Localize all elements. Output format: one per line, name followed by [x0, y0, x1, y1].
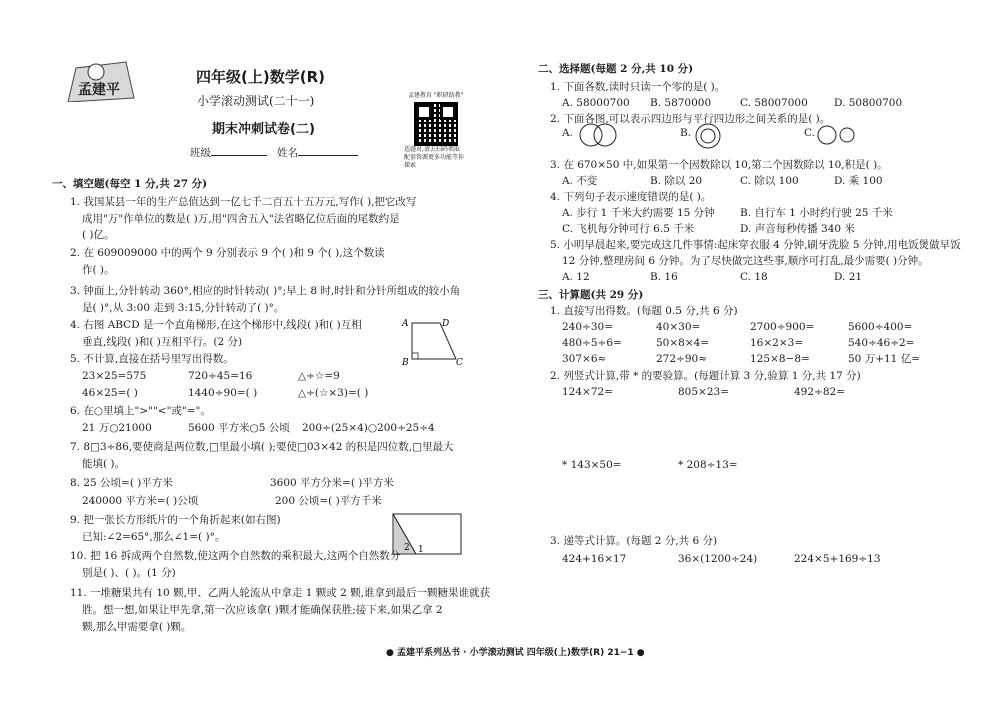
paper-name: 期末冲刺试卷(二)	[212, 122, 315, 137]
k2-item-1: 124×72=	[562, 386, 613, 398]
venn-overlap-figure	[578, 122, 618, 148]
venn-separate-figure	[816, 122, 856, 148]
label-c: C	[456, 358, 463, 367]
q3-line1: 3. 钟面上,分针转动 360°,相应的时针转动( )°;早上 8 时,时针和分针所组成的较小角	[70, 285, 461, 297]
c3-option-a: A. 不变	[562, 175, 598, 187]
c4-option-d: D. 声音每秒传播 340 米	[740, 223, 855, 235]
k3-heading: 3. 递等式计算。(每题 2 分,共 6 分)	[550, 535, 718, 547]
k3-item-1: 424+16×17	[562, 553, 627, 565]
label-d: D	[442, 319, 450, 329]
class-field	[190, 145, 358, 160]
c1-option-b: B. 5870000	[650, 97, 712, 109]
c3-option-d: D. 乘 100	[834, 175, 883, 187]
k1-item-1: 240÷30=	[562, 321, 613, 333]
q6-heading: 6. 在○里填上">""<"或"="。	[70, 405, 211, 417]
k1-item-2: 40×30=	[656, 321, 701, 333]
c5-line2: 12 分钟,整理房间 6 分钟。为了尽快做完这些事,顺序可打乱,最少需要( )分钟。	[562, 255, 929, 267]
k2-item-2: 805×23=	[678, 386, 729, 398]
c1-option-d: D. 50800700	[834, 97, 903, 109]
class-label: 班级	[190, 147, 211, 159]
q11-line1: 11. 一堆糖果共有 10 颗,甲、乙两人轮流从中拿走 1 颗或 2 颗,谁拿到最后一颗糖果谁就获	[70, 587, 490, 599]
q3-line2: 是( )°,从 3:00 走到 3:15,分针转动了( )°。	[82, 302, 285, 314]
q6-item-1: 21 万○21000	[82, 422, 152, 434]
q9-line1: 9. 把一张长方形纸片的一个角折起来(如右图)	[70, 514, 281, 526]
section-calc-heading: 三、计算题(共 29 分)	[538, 289, 644, 301]
c3-option-c: C. 除以 100	[740, 175, 799, 187]
q5-item-4: 46×25=( )	[82, 387, 138, 399]
k1-item-6: 50×8×4=	[656, 337, 710, 349]
k1-item-11: 125×8−8=	[750, 353, 810, 365]
q8-item-1: 8. 25 公顷=( )平方米	[70, 477, 173, 489]
c4-option-a: A. 步行 1 千米大约需要 15 分钟	[562, 207, 715, 219]
q2-line1: 2. 在 609009000 中的两个 9 分别表示 9 个( )和 9 个( ),这个数读	[70, 247, 385, 259]
k1-item-10: 272÷90≈	[656, 353, 707, 365]
k1-item-12: 50 万+11 亿=	[848, 353, 920, 365]
c5-option-b: B. 16	[650, 271, 678, 283]
c3-option-b: B. 除以 20	[650, 175, 703, 187]
k1-item-7: 16×2×3=	[750, 337, 804, 349]
c2-option-b: B.	[680, 127, 692, 139]
k2-item-3: 492÷82=	[794, 386, 845, 398]
class-blank	[211, 145, 267, 156]
label-b: B	[402, 358, 409, 367]
q10-line2: 别是( )、( )。(1 分)	[82, 567, 176, 579]
c4-option-b: B. 自行车 1 小时约行驶 25 千米	[740, 207, 893, 219]
page-footer: ● 孟建平系列丛书 · 小学滚动测试 四年级(上)数学(R) 21−1 ●	[386, 648, 645, 658]
k1-item-4: 5600÷400=	[848, 321, 913, 333]
venn-nested-figure	[694, 122, 722, 150]
qr-caption-bottom: 适题对,请去扫码领取配套资源更多功能等你探索	[404, 146, 465, 169]
c4-option-c: C. 飞机每分钟可行 6.5 千米	[562, 223, 695, 235]
q5-heading: 5. 不计算,直接在括号里写出得数。	[70, 353, 234, 365]
k2-heading: 2. 列竖式计算,带 * 的要验算。(每题计算 3 分,验算 1 分,共 17 分)	[550, 370, 861, 382]
q1-line3: ( )亿。	[82, 229, 115, 241]
q4-line2: 垂直,线段( )和( )互相平行。(2 分)	[82, 336, 243, 348]
q1-line1: 1. 我国某县一年的生产总值达到一亿七千二百五十五万元,写作( ),把它改写	[70, 196, 417, 208]
k2-item-5: * 208÷13=	[678, 459, 738, 471]
c1-option-c: C. 58007000	[740, 97, 808, 109]
publisher-logo	[66, 58, 136, 102]
c1-question: 1. 下面各数,读时只读一个零的是( )。	[550, 81, 726, 93]
q8-item-4: 200 公顷=( )平方千米	[275, 495, 382, 507]
q7-line2: 能填( )。	[82, 458, 126, 470]
angle-2-label: 2	[404, 543, 410, 553]
q5-item-6: △÷(☆×3)=( )	[298, 387, 369, 399]
k1-item-9: 307×6≈	[562, 353, 607, 365]
k1-heading: 1. 直接写出得数。(每题 0.5 分,共 6 分)	[550, 305, 738, 317]
q11-line3: 颗,那么甲需要拿( )颗。	[82, 621, 192, 633]
k3-item-3: 224×5+169÷13	[794, 553, 881, 565]
q9-line2: 已知:∠2=65°,那么∠1=( )°。	[82, 531, 226, 543]
q5-item-1: 23×25=575	[82, 370, 147, 382]
q5-item-5: 1440÷90=( )	[188, 387, 258, 399]
trapezoid-figure	[400, 315, 466, 367]
qr-caption-top: 孟建教育 "职研助教"	[408, 92, 464, 99]
folded-paper-figure	[392, 513, 462, 555]
section-choice-heading: 二、选择题(每题 2 分,共 10 分)	[538, 63, 694, 75]
q1-line2: 成用"万"作单位的数是( )万,用"四舍五入"法省略亿位后面的尾数约是	[82, 213, 400, 225]
page-title: 四年级(上)数学(R)	[196, 68, 325, 86]
c5-option-a: A. 12	[562, 271, 590, 283]
c2-option-c: C.	[804, 127, 815, 139]
c5-option-d: D. 21	[834, 271, 863, 283]
q5-item-3: △÷☆=9	[298, 370, 340, 382]
section-fill-blank-heading: 一、填空题(每空 1 分,共 27 分)	[52, 178, 208, 190]
k1-item-5: 480÷5÷6=	[562, 337, 622, 349]
c2-option-a: A.	[562, 127, 573, 139]
c5-line1: 5. 小明早晨起来,要完成这几件事情:起床穿衣服 4 分钟,刷牙洗脸 5 分钟,用电饭煲做早饭	[550, 239, 961, 251]
c2-question: 2. 下面各图,可以表示四边形与平行四边形之间关系的是( )。	[550, 113, 831, 125]
k3-item-2: 36×(1200÷24)	[678, 553, 758, 565]
q4-line1: 4. 右图 ABCD 是一个直角梯形,在这个梯形中,线段( )和( )互相	[70, 319, 362, 331]
k1-item-3: 2700÷900=	[750, 321, 815, 333]
logo-text: 孟建平	[78, 82, 120, 98]
q8-item-3: 240000 平方米=( )公顷	[82, 495, 199, 507]
q2-line2: 作( )。	[82, 264, 115, 276]
qr-code[interactable]	[414, 102, 458, 146]
c4-question: 4. 下列句子表示速度错误的是( )。	[550, 191, 712, 203]
q8-item-2: 3600 平方分米=( )平方米	[270, 477, 394, 489]
k2-item-4: * 143×50=	[562, 459, 622, 471]
q7-line1: 7. 8□3÷86,要使商是两位数,□里最小填( );要使□03×42 的积是四位数,□里最大	[70, 441, 454, 453]
page-subtitle: 小学滚动测试(二十一)	[197, 94, 315, 108]
c1-option-a: A. 58000700	[562, 97, 630, 109]
q6-item-3: 200÷(25×4)○200÷25÷4	[302, 422, 435, 434]
q11-line2: 胜。想一想,如果让甲先拿,第一次应该拿( )颗才能确保获胜;接下来,如果乙拿 2	[82, 604, 443, 616]
c3-question: 3. 在 670×50 中,如果第一个因数除以 10,第二个因数除以 10,积是( )。	[550, 159, 888, 171]
q6-item-2: 5600 平方米○5 公顷	[188, 422, 290, 434]
q5-item-2: 720÷45=16	[188, 370, 253, 382]
angle-1-label: 1	[418, 545, 424, 555]
q10-line1: 10. 把 16 拆成两个自然数,使这两个自然数的乘积最大,这两个自然数分	[70, 550, 401, 562]
name-blank	[298, 145, 358, 156]
name-label: 姓名	[277, 147, 299, 159]
k1-item-8: 540÷46÷2=	[848, 337, 915, 349]
label-a: A	[402, 319, 409, 329]
c5-option-c: C. 18	[740, 271, 768, 283]
